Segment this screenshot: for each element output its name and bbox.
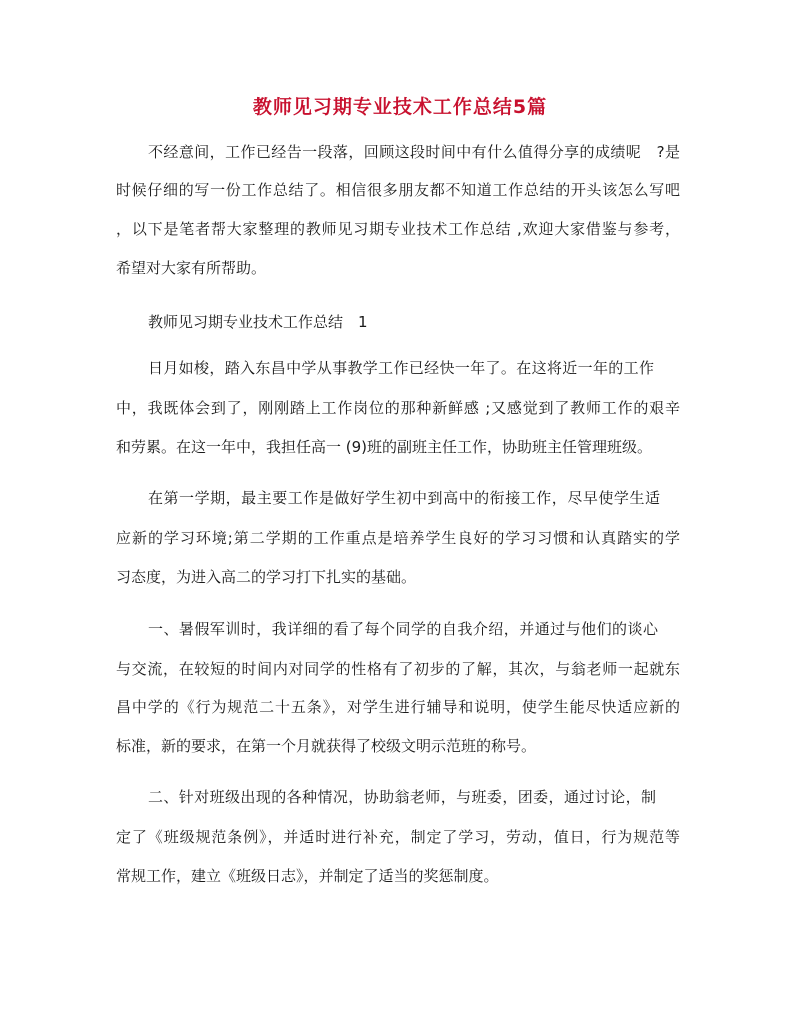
paragraph-line: 昌中学的《行为规范二十五条》，对学生进行辅导和说明，使学生能尽快适应新的 [116,698,680,716]
paragraph-line: 时候仔细的写一份工作总结了。相信很多朋友都不知道工作总结的开头该怎么写吧 [116,181,680,199]
paragraph-line: 一、暑假军训时，我详细的看了每个同学的自我介绍，并通过与他们的谈心 [148,620,658,638]
section-heading: 教师见习期专业技术工作总结 1 [148,313,368,331]
paragraph-line: 习态度，为进入高二的学习打下扎实的基础。 [116,568,417,586]
paragraph-line: 二、针对班级出现的各种情况，协助翁老师，与班委，团委，通过讨论，制 [148,788,656,806]
paragraph-line: 与交流，在较短的时间内对同学的性格有了初步的了解，其次，与翁老师一起就东 [116,660,680,678]
document-title: 教师见习期专业技术工作总结5篇 [252,96,548,118]
paragraph-line: 定了《班级规范条例》，并适时进行补充，制定了学习，劳动，值日，行为规范等 [116,828,680,846]
paragraph-line: 常规工作，建立《班级日志》，并制定了适当的奖惩制度。 [116,867,499,885]
paragraph-line: 标准，新的要求，在第一个月就获得了校级文明示范班的称号。 [116,737,537,755]
paragraph-line: 中，我既体会到了，刚刚踏上工作岗位的那种新鲜感 ;又感觉到了教师工作的艰辛 [116,399,680,417]
paragraph-line: 在第一学期，最主要工作是做好学生初中到高中的衔接工作，尽早使学生适 [148,489,660,507]
paragraph-line: 应新的学习环境;第二学期的工作重点是培养学生良好的学习习惯和认真踏实的学 [116,529,680,547]
paragraph-line: ，以下是笔者帮大家整理的教师见习期专业技术工作总结 ,欢迎大家借鉴与参考， [116,220,680,238]
paragraph-line: 日月如梭，踏入东昌中学从事教学工作已经快一年了。在这将近一年的工作 [148,359,654,377]
paragraph-line: 不经意间，工作已经告一段落，回顾这段时间中有什么值得分享的成绩呢 ?是 [148,143,680,161]
paragraph-line: 和劳累。在这一年中，我担任高一 (9)班的副班主任工作，协助班主任管理班级。 [116,438,653,456]
paragraph-line: 希望对大家有所帮助。 [116,259,267,277]
